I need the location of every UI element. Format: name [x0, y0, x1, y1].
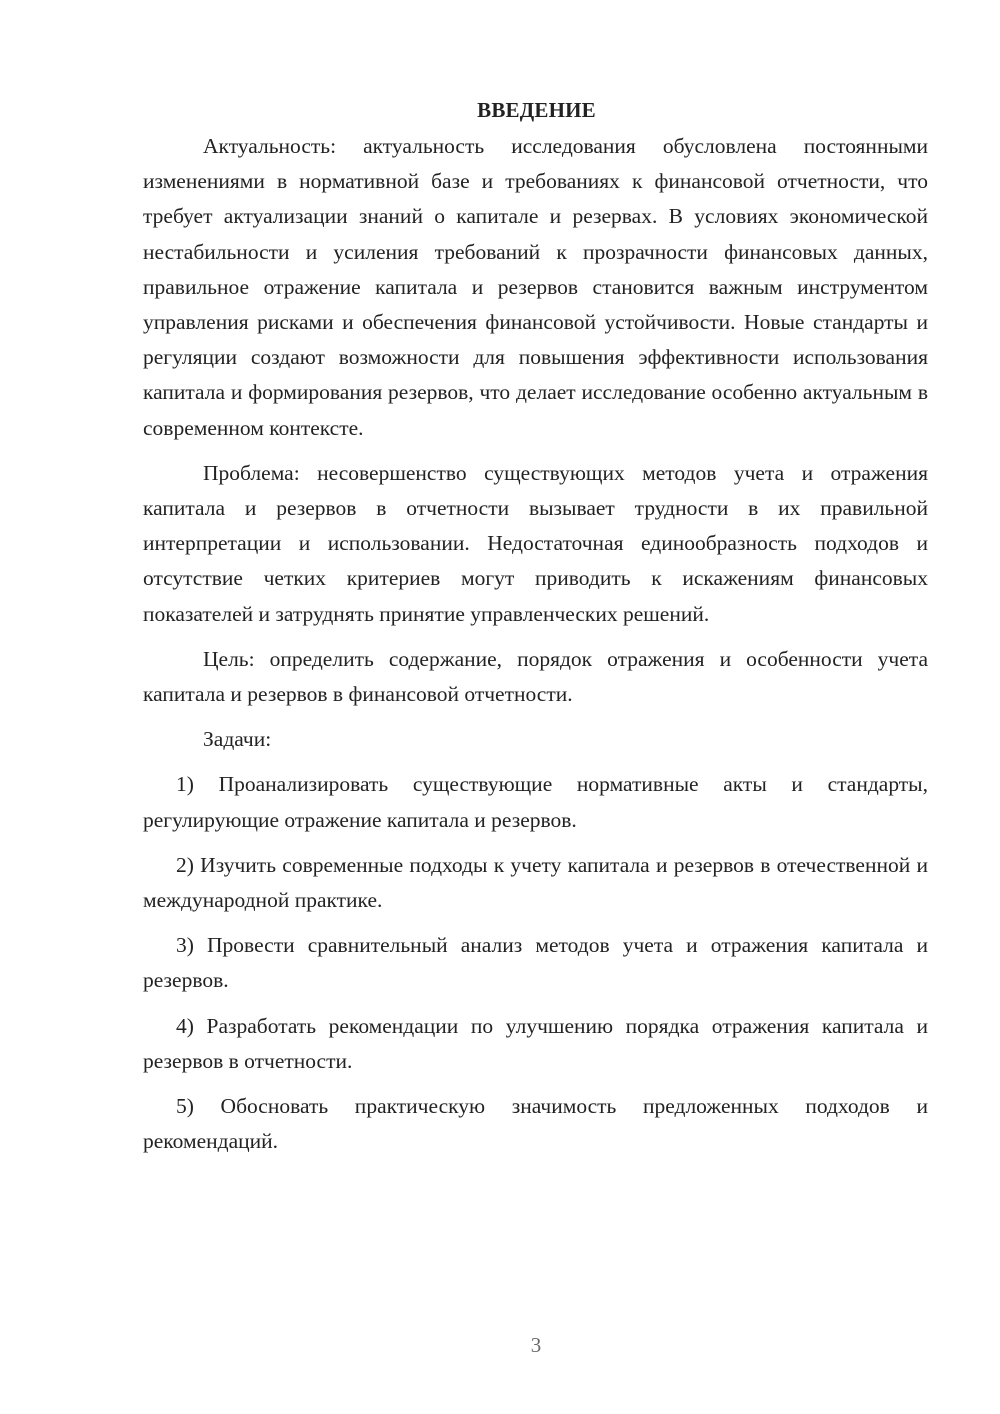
task-item-1: 1) Проанализировать существующие нормативные акты и стандарты, регулирующие отражение капитала и резервов. [143, 772, 928, 832]
tasks-heading: Задачи: [203, 727, 272, 752]
task-item-4: 4) Разработать рекомендации по улучшению порядка отражения капитала и резервов в отчетности. [143, 1013, 928, 1073]
problem-paragraph: Проблема: несовершенство существующих методов учета и отражения капитала и резервов в отчетности вызывает трудности в их правильной интерпретации и использовании. Недостаточная единообразность подходов и отсутствие четких критериев могут приводить к искажениям финансовых показателей и затруднять принятие управленческих решений. [143, 460, 928, 626]
task-item-5: 5) Обосновать практическую значимость предложенных подходов и рекомендаций. [143, 1094, 928, 1154]
page-number: 3 [530, 1333, 542, 1357]
section-title: ВВЕДЕНИЕ [477, 98, 596, 122]
relevance-paragraph: Актуальность: актуальность исследования обусловлена постоянными изменениями в нормативной базе и требованиях к финансовой отчетности, что требует актуализации знаний о капитале и резервах. В условиях экономической нестабильности и усиления требований к прозрачности финансовых данных, правильное отражение капитала и резервов становится важным инструментом управления рисками и обеспечения финансовой устойчивости. Новые стандарты и регуляции создают возможности для повышения эффективности использования капитала и формирования резервов, что делает исследование особенно актуальным в современном контексте. [143, 134, 928, 440]
page-content [143, 93, 928, 1159]
task-item-3: 3) Провести сравнительный анализ методов учета и отражения капитала и резервов. [143, 933, 928, 993]
task-item-2: 2) Изучить современные подходы к учету капитала и резервов в отечественной и международной практике. [143, 852, 928, 913]
goal-paragraph: Цель: определить содержание, порядок отражения и особенности учета капитала и резервов в финансовой отчетности. [143, 646, 928, 707]
